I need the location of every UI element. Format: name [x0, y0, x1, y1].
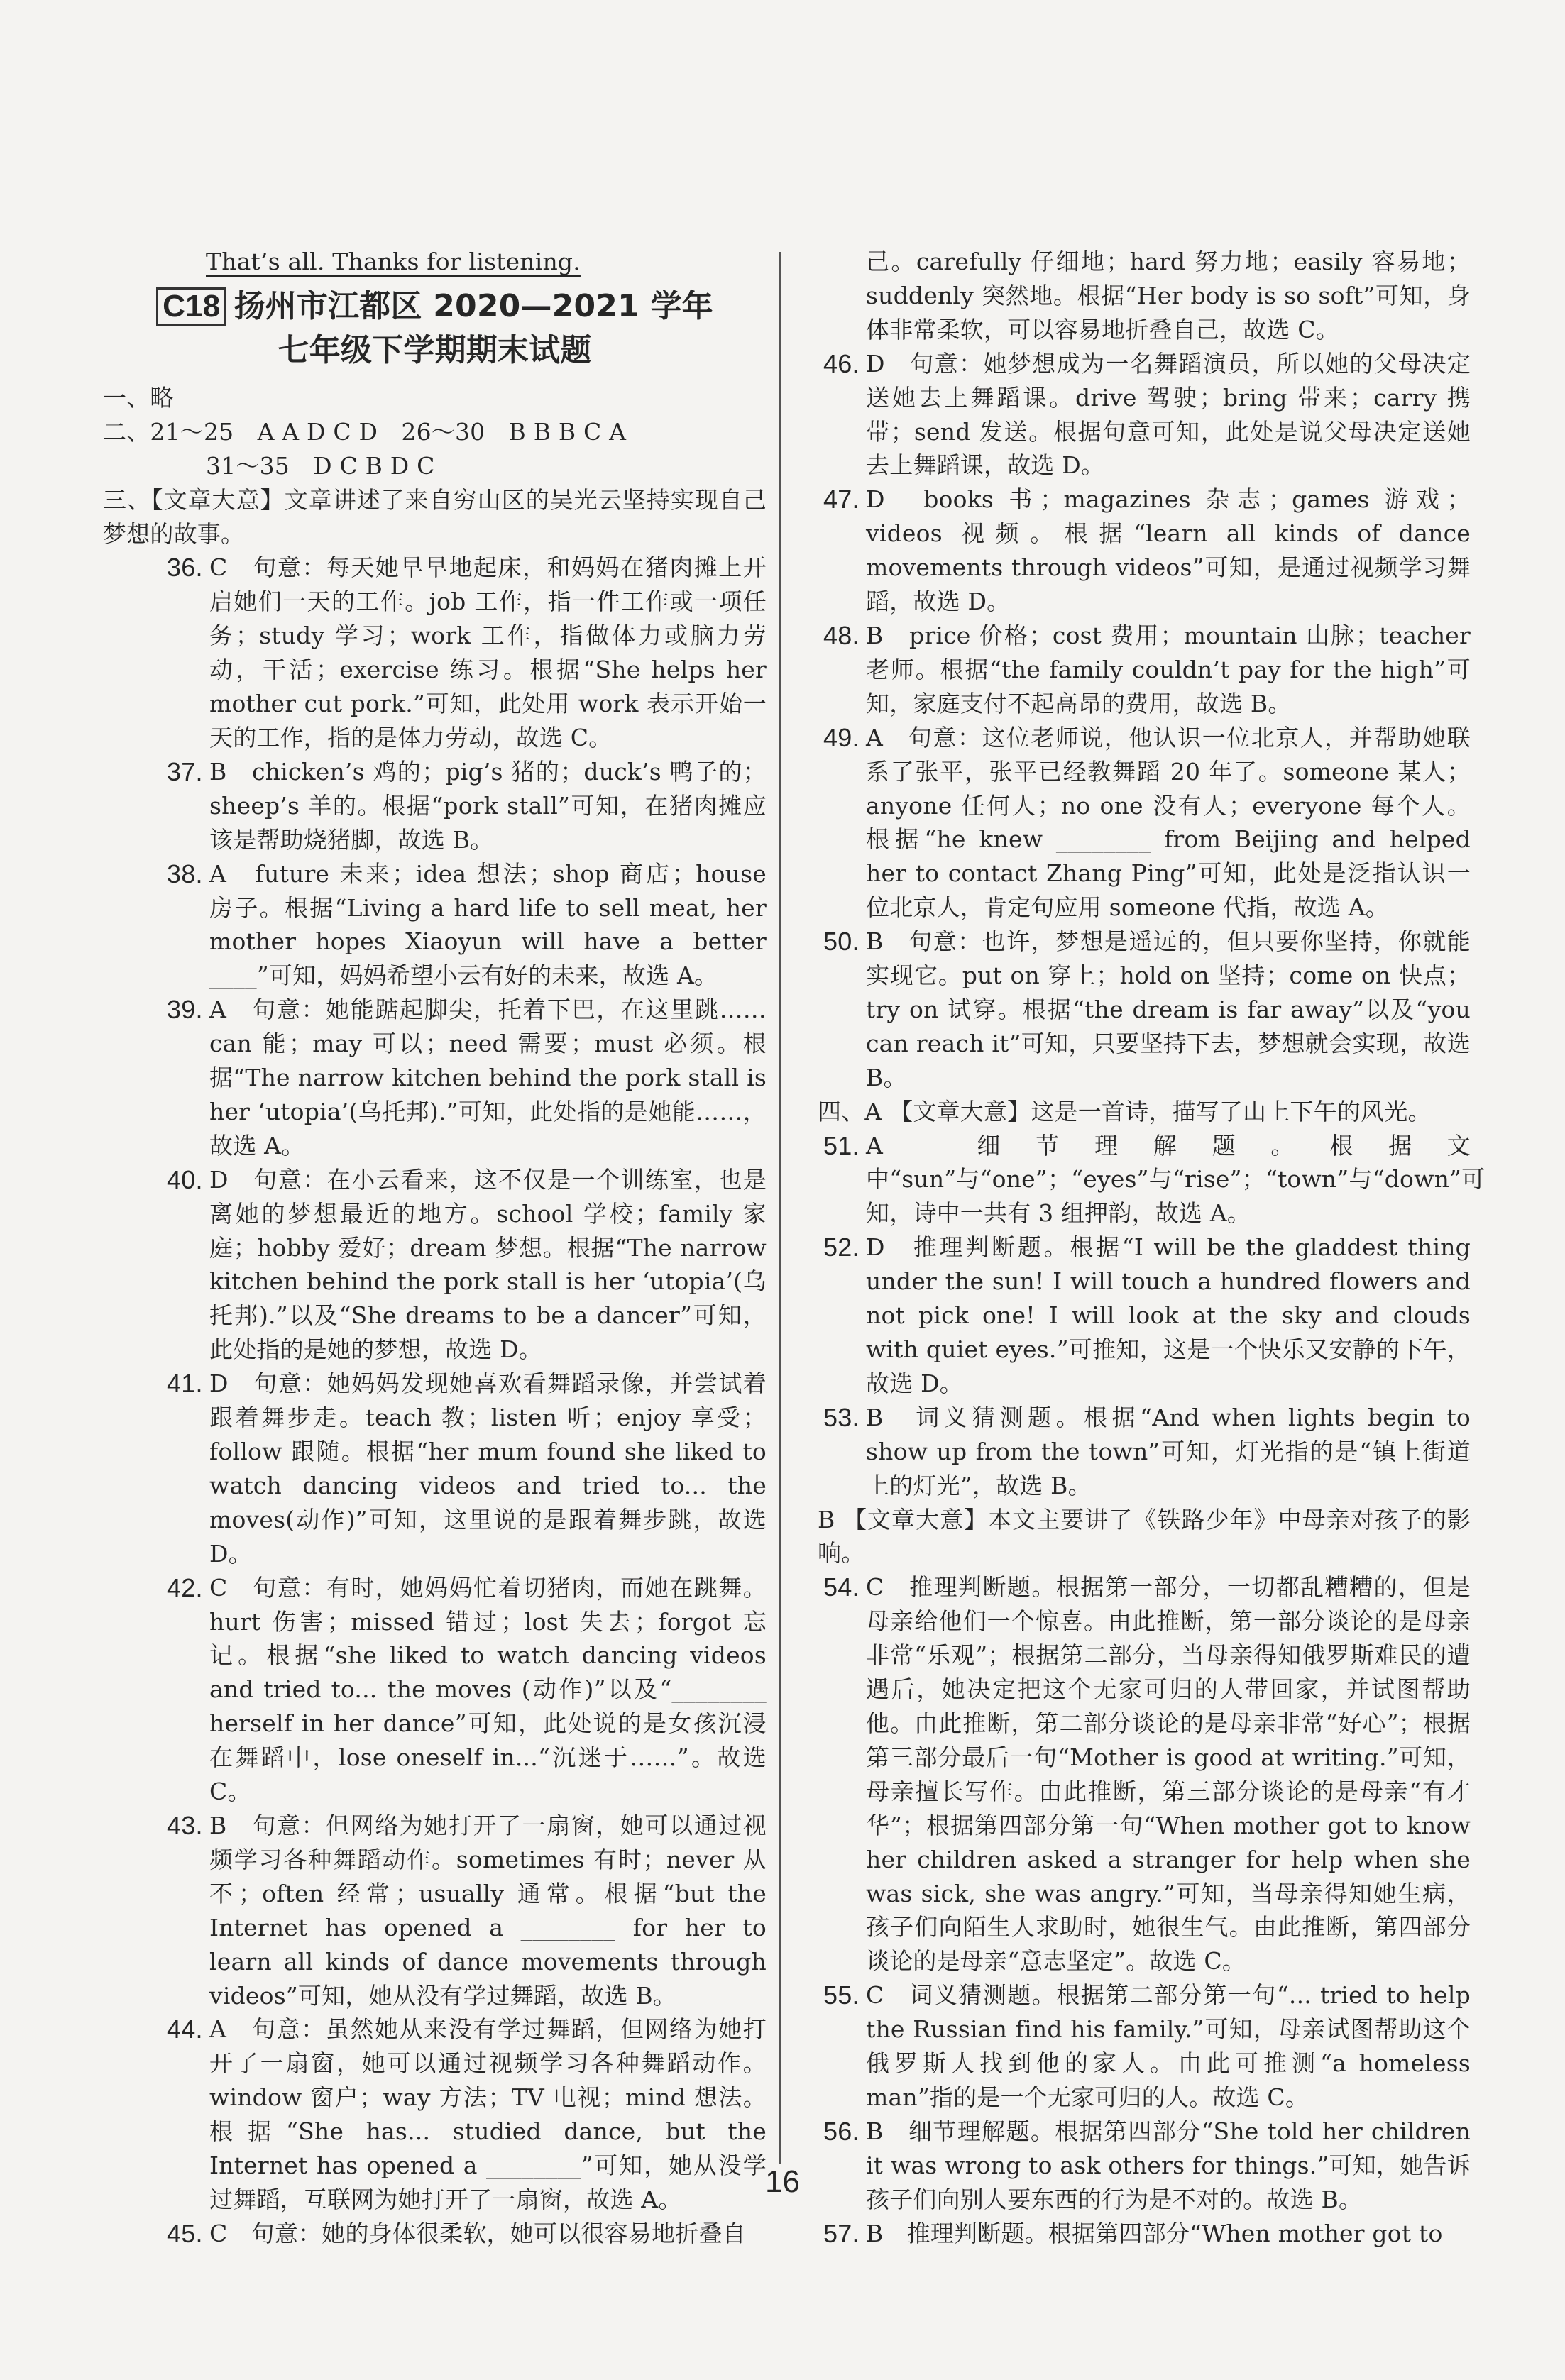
item-text: A 句意：虽然她从来没有学过舞蹈，但网络为她打开了一扇窗，她可以通过视频学习各种舞蹈动作。window 窗户；way 方法；TV 电视；mind 想法。根据“She has... studied dance, but the Internet has opened a ________”可知，她从没学过舞蹈，互联网为她打开了一扇窗，故选 A。: [209, 2015, 767, 2213]
item-text: B 细节理解题。根据第四部分“She told her children it was wrong to ask others for things.”可知，她告诉孩子们向别人要东西的行为是不对的。故选 B。: [866, 2117, 1471, 2213]
item-number: 49.: [823, 722, 860, 752]
item-text: D 推理判断题。根据“I will be the gladdest thing under the sun! I will touch a hundred flowers and not pick one! I will look at the sky and clouds with quiet eyes.”可推知，这是一个快乐又安静的下午，故选 D。: [866, 1233, 1471, 1397]
item-text: A 句意：这位老师说，他认识一位北京人，并帮助她联系了张平，张平已经教舞蹈 20 年了。someone 某人；anyone 任何人；no one 没有人；everyone 每个人。根据“he knew ________ from Beijing and helped her to contact Zhang Ping”可知，此处是泛指认识一位北京人，肯定句应用 someone 代指，故选 A。: [866, 723, 1471, 922]
answer-item-45-continued: 己。carefully 仔细地；hard 努力地；easily 容易地；suddenly 突然地。根据“Her body is so soft”可知，身体非常柔软，可以容易地折叠自己，故选 C。: [866, 248, 1471, 343]
section-1: 一、略: [103, 383, 174, 412]
section-4a-summary: 四、A 【文章大意】这是一首诗，描写了山上下午的风光。: [818, 1097, 1432, 1125]
item-number: 48.: [823, 620, 860, 650]
item-number: 46.: [823, 348, 860, 378]
item-number: 55.: [823, 1980, 860, 2010]
item-number: 57.: [823, 2218, 860, 2248]
answer-item-36: [103, 551, 767, 754]
left-column: [103, 245, 767, 2251]
item-text: B chicken’s 鸡的；pig’s 猪的；duck’s 鸭子的；sheep’s 羊的。根据“pork stall”可知，在猪肉摊应该是帮助烧猪脚，故选 B。: [209, 757, 767, 854]
answer-item-40: [103, 1163, 767, 1367]
item-text: B 推理判断题。根据第四部分“When mother got to: [866, 2219, 1443, 2247]
answer-item-46: [818, 347, 1471, 483]
answer-item-54: [818, 1570, 1471, 1978]
item-text: C 推理判断题。根据第一部分，一切都乱糟糟的，但是母亲给他们一个惊喜。由此推断，第一部分谈论的是母亲非常“乐观”；根据第二部分，当母亲得知俄罗斯难民的遭遇后，她决定把这个无家可归的人带回家，并试图帮助他。由此推断，第二部分谈论的是母亲非常“好心”；根据第三部分最后一句“Mother is good at writing.”可知，母亲擅长写作。由此推断，第三部分谈论的是母亲“有才华”；根据第四部分第一句“When mother got to know her children asked a stranger for help when she was sick, she was angry.”可知，当母亲得知她生病，孩子们向陌生人求助时，她很生气。由此推断，第四部分谈论的是母亲“意志坚定”。故选 C。: [866, 1573, 1471, 1976]
answer-item-53: [818, 1401, 1471, 1503]
answer-item-50: [818, 925, 1471, 1095]
answer-item-38: [103, 857, 767, 993]
section-2-line-2: 31～35 D C B D C: [206, 451, 435, 480]
item-number: 51.: [823, 1130, 860, 1160]
answer-item-47: [818, 483, 1471, 619]
item-text: B 词义猜测题。根据“And when lights begin to show up from the town”可知，灯光指的是“镇上街道上的灯光”，故选 B。: [866, 1403, 1471, 1499]
item-number: 52.: [823, 1233, 860, 1262]
item-number: 37.: [167, 756, 203, 786]
column-divider: [779, 252, 781, 2164]
page-number: 16: [765, 2164, 800, 2199]
answer-item-49: [818, 721, 1471, 925]
title-text-1: 扬州市江都区 2020—2021 学年: [234, 287, 713, 324]
item-number: 53.: [823, 1402, 860, 1432]
answer-item-41: [103, 1367, 767, 1570]
item-number: 50.: [823, 927, 860, 957]
item-text: B 句意：但网络为她打开了一扇窗，她可以通过视频学习各种舞蹈动作。sometimes 有时；never 从不；often 经常；usually 通常。根据“but the Internet has opened a ________ for her to learn all kinds of dance movements through videos”可知，她从没有学过舞蹈，故选 B。: [209, 1811, 767, 2010]
item-text: A 句意：她能踮起脚尖，托着下巴，在这里跳……can 能；may 可以；need 需要；must 必须。根据“The narrow kitchen behind the pork stall is her ‘utopia’(乌托邦).”可知，此处指的是她能……，故选 A。: [209, 996, 767, 1159]
item-number: 54.: [823, 1572, 860, 1602]
answer-item-45: [103, 2217, 767, 2251]
answer-item-48: [818, 619, 1471, 721]
item-text: C 词义猜测题。根据第二部分第一句“... tried to help the Russian find his family.”可知，母亲试图帮助这个俄罗斯人找到他的家人。由此可推测“a homeless man”指的是一个无家可归的人。故选 C。: [866, 1981, 1471, 2111]
answer-item-43: [103, 1809, 767, 2012]
item-number: 40.: [167, 1164, 203, 1194]
item-text: A future 未来；idea 想法；shop 商店；house 房子。根据“Living a hard life to sell meat, her mother hopes Xiaoyun will have a better ____”可知，妈妈希望小云有好的未来，故选 A。: [209, 859, 767, 990]
item-text: D books 书；magazines 杂志；games 游戏；videos 视频。根据“learn all kinds of dance movements through videos”可知，是通过视频学习舞蹈，故选 D。: [866, 485, 1471, 616]
item-number: 43.: [167, 1810, 203, 1840]
item-text: D 句意：在小云看来，这不仅是一个训练室，也是离她的梦想最近的地方。school 学校；family 家庭；hobby 爱好；dream 梦想。根据“The narrow kitchen behind the pork stall is her ‘utopia’(乌托邦).”以及“She dreams to be a dancer”可知，此处指的是她的梦想，故选 D。: [209, 1165, 767, 1364]
item-number: 45.: [167, 2218, 203, 2248]
item-text: B 句意：也许，梦想是遥远的，但只要你坚持，你就能实现它。put on 穿上；hold on 坚持；come on 快点；try on 试穿。根据“the dream is far away”以及“you can reach it”可知，只要坚持下去，梦想就会实现，故选 B。: [866, 927, 1471, 1091]
title-line-2: 七年级下学期期末试题: [278, 331, 592, 368]
right-column: [818, 245, 1486, 2250]
item-number: 44.: [167, 2015, 203, 2044]
answer-item-52: [818, 1230, 1471, 1401]
item-text: C 句意：她的身体很柔软，她可以很容易地折叠自: [209, 2219, 746, 2247]
item-number: 56.: [823, 2116, 860, 2146]
item-text: D 句意：她妈妈发现她喜欢看舞蹈录像，并尝试着跟着舞步走。teach 教；listen 听；enjoy 享受；follow 跟随。根据“her mum found she liked to watch dancing videos and tried to... the moves(动作)”可知，这里说的是跟着舞步跳，故选 D。: [209, 1370, 767, 1568]
section-badge: C18: [156, 287, 226, 326]
item-number: 36.: [167, 553, 203, 583]
answer-item-37: [103, 755, 767, 857]
answer-item-51: [818, 1129, 1486, 1231]
item-text: A 细节理解题。根据文中“sun”与“one”；“eyes”与“rise”；“town”与“down”可知，诗中一共有 3 组押韵，故选 A。: [866, 1131, 1486, 1228]
item-number: 38.: [167, 859, 203, 888]
section-3-summary: 三、【文章大意】文章讲述了来自穷山区的吴光云坚持实现自己梦想的故事。: [103, 485, 767, 548]
item-text: B price 价格；cost 费用；mountain 山脉；teacher 老师。根据“the family couldn’t pay for the high”可知，家庭支付不起高昂的费用，故选 B。: [866, 621, 1471, 717]
section-4b-summary: B 【文章大意】本文主要讲了《铁路少年》中母亲对孩子的影响。: [818, 1505, 1471, 1568]
item-text: C 句意：有时，她妈妈忙着切猪肉，而她在跳舞。hurt 伤害；missed 错过；lost 失去；forgot 忘记。根据“she liked to watch dancing videos and tried to... the moves (动作)”以及“________ herself in her dance”可知，此处说的是女孩沉浸在舞蹈中，lose oneself in...“沉迷于……”。故选 C。: [209, 1573, 767, 1806]
title-line-1: [103, 285, 767, 329]
answer-item-57: [818, 2217, 1471, 2251]
item-number: 42.: [167, 1572, 203, 1602]
answer-item-42: [103, 1571, 767, 1809]
exam-title: [103, 285, 767, 373]
item-text: C 句意：每天她早早地起床，和妈妈在猪肉摊上开启她们一天的工作。job 工作，指一件工作或一项任务；study 学习；work 工作，指做体力或脑力劳动，干活；exercise 练习。根据“She helps her mother cut pork.”可知，此处用 work 表示开始一天的工作，指的是体力劳动，故选 C。: [209, 553, 767, 751]
item-number: 39.: [167, 995, 203, 1025]
section-2-line-1: 二、21～25 A A D C D 26～30 B B B C A: [103, 417, 627, 446]
intro-line: That’s all. Thanks for listening.: [206, 248, 581, 275]
answer-item-39: [103, 993, 767, 1163]
item-number: 41.: [167, 1369, 203, 1399]
item-text: D 句意：她梦想成为一名舞蹈演员，所以她的父母决定送她去上舞蹈课。drive 驾驶；bring 带来；carry 携带；send 发送。根据句意可知，此处是说父母决定送她去上舞蹈课，故选 D。: [866, 349, 1471, 480]
item-number: 47.: [823, 485, 860, 514]
answer-item-55: [818, 1978, 1471, 2115]
